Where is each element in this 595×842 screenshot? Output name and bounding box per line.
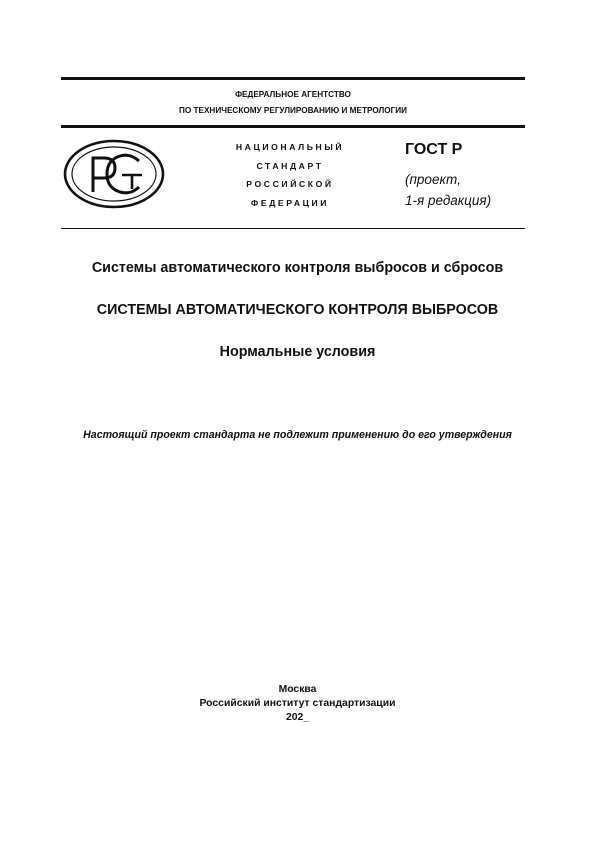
draft-status-line-1: (проект, [405,172,461,187]
draft-notice: Настоящий проект стандарта не подлежит применению до его утверждения [83,429,512,441]
bottom-rule [61,228,525,229]
middle-rule [61,125,525,128]
document-subtitle: СИСТЕМЫ АВТОМАТИЧЕСКОГО КОНТРОЛЯ ВЫБРОСОВ [96,302,499,318]
top-rule [61,77,525,80]
document-title: Системы автоматического контроля выбросов и сбросов [91,260,504,276]
publisher-institute: Российский институт стандартизации [199,698,396,709]
pct-certification-mark-icon [63,139,165,209]
document-part-title: Нормальные условия [219,344,376,360]
publisher-city: Москва [278,684,317,695]
publication-year: 202_ [285,712,310,723]
standard-type-line-2: СТАНДАРТ [256,161,324,171]
standard-type-line-3: РОССИЙСКОЙ [246,179,334,189]
agency-line-2: ПО ТЕХНИЧЕСКОМУ РЕГУЛИРОВАНИЮ И МЕТРОЛОГИИ [178,106,408,115]
draft-status-line-2: 1-я редакция) [405,193,492,208]
standard-type-line-1: НАЦИОНАЛЬНЫЙ [235,142,345,152]
agency-line-1: ФЕДЕРАЛЬНОЕ АГЕНТСТВО [235,90,351,99]
standard-designation: ГОСТ Р [405,141,463,158]
standard-type-line-4: ФЕДЕРАЦИИ [250,198,330,208]
